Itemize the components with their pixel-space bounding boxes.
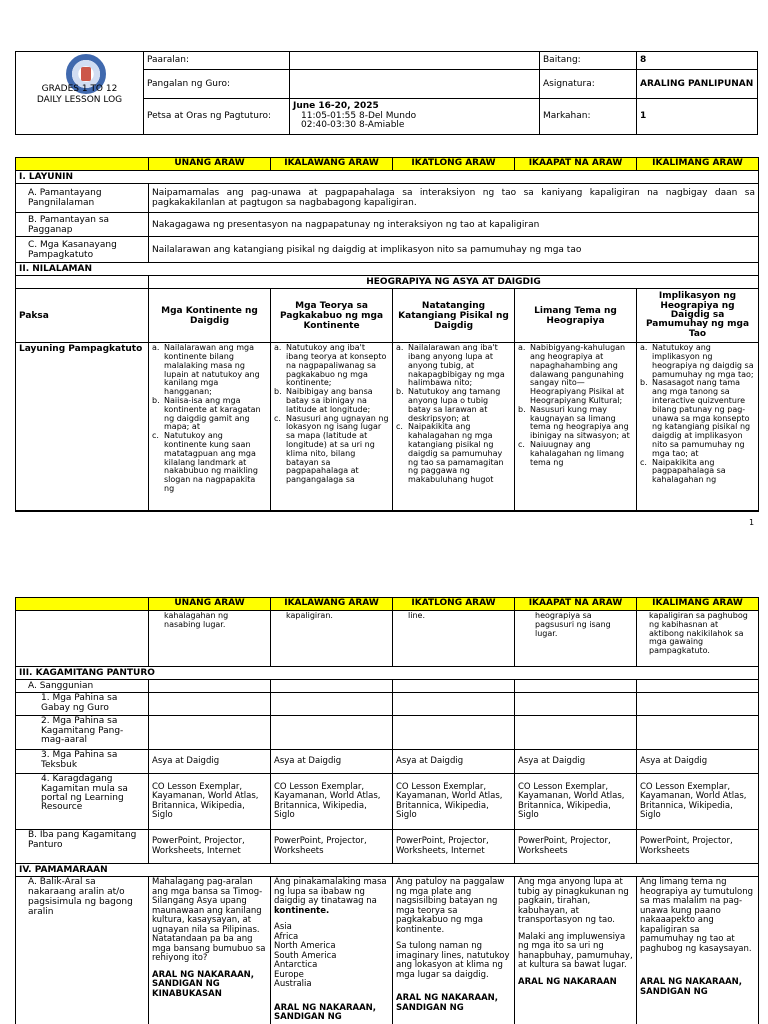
balik-aral-day-1-motto: ARAL NG NAKARAAN, SANDIGAN NG KINABUKASAN [152,969,255,999]
day-header-5-p2: IKALIMANG ARAW [637,598,759,611]
day-header-blank [16,158,149,171]
petsa-value [290,99,540,135]
balik-aral-day-5-motto: ARAL NG NAKARAAN, SANDIGAN NG [640,977,743,997]
sanggunian-cell-3 [393,680,515,693]
layunin-pampagkatuto-label: Layuning Pampagkatuto [16,343,149,512]
continent-item: Africa [274,931,299,942]
objective-marker: b. [640,378,648,388]
page1-clip [15,157,759,512]
balik-aral-day-2-text-b: kontinente. [274,905,330,916]
layunin-day-2 [271,343,393,512]
teksbuk-day-4: Asya at Daigdig [515,750,637,774]
objective-item [396,388,511,423]
petsa-label: Petsa at Oras ng Pagtuturo: [144,99,290,135]
iba-pang-kagamitan-label: B. Iba pang Kagamitang Panturo [16,830,149,864]
asignatura-label: Asignatura: [540,70,637,99]
objective-marker: b. [152,396,160,406]
objective-text: Nasusuri kung may kaugnayan sa limang tema ng heograpiya ang ibinigay na sitwasyon; at [530,404,630,441]
kagamitang-mag-aaral-label: 2. Mga Pahina sa Kagamitang Pang-mag-aaral [16,716,149,750]
paksa-day-2: Mga Teorya sa Pagkakabuo ng mga Kontinente [271,289,393,343]
gabay-guro-cell-3 [393,693,515,716]
continent-item: Europe [274,969,304,980]
objective-text: Naibibigay ang bansa batay sa ibinigay na latitude at longitude; [286,387,373,414]
balik-aral-day-3-text-2: Sa tulong naman ng imaginary lines, natutukoy ang lokasyon at klima ng mga lugar sa daigdig. [396,941,510,980]
guro-value [290,70,540,99]
continent-item: South America [274,950,337,961]
karagdagang-day-2: CO Lesson Exemplar, Kayamanan, World Atlas, Britannica, Wikipedia, Siglo [271,774,393,830]
pamantayang-pangnilalaman-label: A. Pamantayang Pangnilalaman [16,184,149,213]
balik-aral-day-5 [637,877,759,1024]
objective-marker: c. [518,440,525,449]
paaralan-value [290,52,540,70]
objective-marker: a. [274,343,282,353]
objective-text: Nasusuri ang ugnayan ng lokasyon ng isang lugar sa mapa (latitude at longitude) at sa uri ng klima nito, bilang batayan sa pagpapahalaga at pangangalaga sa [286,413,389,485]
balik-aral-day-1-text: Mahalagang pag-aralan ang mga bansa sa Timog-Silangang Asya upang maunawaan ang kanilang kultura, kasaysayan, at ugnayan nila sa Pilipinas. Natatandaan pa ba ang mga bansang bumubuo sa rehiyong ito? [152,877,266,964]
gabay-guro-cell-2 [271,693,393,716]
objective-item [640,344,755,379]
objective-text: Natutukoy ang iba't ibang teorya at konsepto na nagpapaliwanag sa pagkakabuo ng mga kontinente; [286,343,387,388]
continent-item: Asia [274,922,292,933]
objective-item [274,344,389,388]
day-header-blank-p2 [16,598,149,611]
day-header-5: IKALIMANG ARAW [637,158,759,171]
iba-pang-day-5: PowerPoint, Projector, Worksheets [637,830,759,864]
kasanayang-pampagkatuto-label: C. Mga Kasanayang Pampagkatuto [16,237,149,263]
gabay-guro-cell-1 [149,693,271,716]
objective-item [152,432,267,494]
baitang-label: Baitang: [540,52,637,70]
objective-item [152,344,267,397]
teksbuk-day-5: Asya at Daigdig [637,750,759,774]
day-header-1: UNANG ARAW [149,158,271,171]
paksa-day-4: Limang Tema ng Heograpiya [515,289,637,343]
objective-text: Natutukoy ang tamang anyong lupa o tubig batay sa larawan at deskripsyon; at [408,387,501,423]
objective-item [396,423,511,485]
objective-marker: a. [152,343,160,353]
objective-item [518,441,633,467]
layunin-day-4 [515,343,637,512]
page1-bottom-border [15,510,758,512]
petsa-time-2: 02:40-03:30 8-Amiable [301,120,405,131]
balik-aral-label: A. Balik-Aral sa nakaraang aralin at/o pagsisimula ng bagong aralin [16,877,149,1024]
objective-marker: a. [640,343,648,353]
balik-aral-day-3 [393,877,515,1024]
balik-aral-day-3-motto: ARAL NG NAKARAAN, SANDIGAN NG [396,993,499,1013]
objective-item [518,406,633,441]
objective-marker: c. [152,431,159,441]
continuation-day-2: kapaligiran. [271,611,393,667]
pamantayan-pagganap-text: Nakagagawa ng presentasyon na nagpapatunay ng interaksiyon ng tao at kapaligiran [149,213,759,237]
gabay-guro-cell-5 [637,693,759,716]
pamantayan-pagganap-label: B. Pamantayan sa Pagganap [16,213,149,237]
gabay-guro-label: 1. Mga Pahina sa Gabay ng Guro [16,693,149,716]
continent-item: North America [274,941,336,952]
section-kagamitan-title: III. KAGAMITANG PANTURO [16,667,759,680]
balik-aral-day-2 [271,877,393,1024]
section-layunin-title: I. LAYUNIN [16,171,759,184]
sanggunian-cell-5 [637,680,759,693]
objective-marker: c. [640,457,647,467]
karagdagang-day-3: CO Lesson Exemplar, Kayamanan, World Atlas, Britannica, Wikipedia, Siglo [393,774,515,830]
day-header-4-p2: IKAAPAT NA ARAW [515,598,637,611]
balik-aral-day-4-motto: ARAL NG NAKARAAN [518,976,617,987]
markahan-value: 1 [637,99,758,135]
objective-text: Nailalarawan ang iba't ibang anyong lupa at anyong tubig, at nakapagbibigay ng mga halimbawa nito; [408,343,505,388]
theme-blank [16,276,149,289]
objective-text: Nasasagot nang tama ang mga tanong sa interactive quizventure bilang patunay ng pag-unawa sa mga konsepto ng katangiang pisikal ng daigdig at implikasyon nito sa pamumuhay ng mga tao; at [652,378,751,458]
section-nilalaman-title: II. NILALAMAN [16,263,759,276]
balik-aral-day-2-motto: ARAL NG NAKARAAN, SANDIGAN NG [274,1002,377,1023]
objective-text: Naiisa-isa ang mga kontinente at karagatan ng daigdig gamit ang mapa; at [164,396,261,432]
day-header-2: IKALAWANG ARAW [271,158,393,171]
paksa-day-5: Implikasyon ng Heograpiya ng Daigdig sa Pamumuhay ng mga Tao [637,289,759,343]
iba-pang-day-4: PowerPoint, Projector, Worksheets [515,830,637,864]
karagdagang-day-5: CO Lesson Exemplar, Kayamanan, World Atlas, Britannica, Wikipedia, Siglo [637,774,759,830]
objective-marker: a. [396,343,404,353]
day-header-row-p2 [16,598,759,611]
paksa-label: Paksa [16,289,149,343]
dll-page2-table [15,597,759,1024]
layunin-day-3 [393,343,515,512]
petsa-time-1: 11:05-01:55 8-Del Mundo [301,110,417,121]
logo-text-grades: GRADES 1 TO 12 [41,84,118,95]
page2-clip [15,597,759,1024]
layunin-day-1 [149,343,271,512]
gabay-guro-cell-4 [515,693,637,716]
mag-aaral-cell-3 [393,716,515,750]
guro-label: Pangalan ng Guro: [144,70,290,99]
karagdagang-day-1: CO Lesson Exemplar, Kayamanan, World Atlas, Britannica, Wikipedia, Siglo [149,774,271,830]
continent-list [274,923,389,990]
objective-marker: b. [274,387,282,397]
objective-marker: c. [274,413,281,423]
iba-pang-day-1: PowerPoint, Projector, Worksheets, Internet [149,830,271,864]
balik-aral-day-1 [149,877,271,1024]
objective-item [274,388,389,414]
objective-item [640,379,755,458]
objective-item [274,415,389,485]
logo-text-dll: DAILY LESSON LOG [36,94,123,105]
objective-marker: b. [518,404,526,414]
balik-aral-day-2-text-a: Ang pinakamalaking masa ng lupa sa ibabaw ng daigdig ay tinatawag na [274,877,387,907]
continuation-day-4: heograpiya sa pagsusuri ng isang lugar. [515,611,637,667]
paksa-day-1: Mga Kontinente ng Daigdig [149,289,271,343]
day-header-2-p2: IKALAWANG ARAW [271,598,393,611]
objective-item [396,344,511,388]
objective-text: Nailalarawan ang mga kontinente bilang malalaking masa ng lupain at natutukoy ang kanilang mga hangganan; [164,343,260,397]
asignatura-value: ARALING PANLIPUNAN [637,70,758,99]
balik-aral-day-2-text [274,878,389,916]
teksbuk-day-2: Asya at Daigdig [271,750,393,774]
continuation-day-5: kapaligiran sa paghubog ng kabihasnan at aktibong nakikilahok sa mga gawaing pampagkatuto. [637,611,759,667]
objective-text: Naipakikita ang kahalagahan ng mga katangiang pisikal ng daigdig sa pamumuhay ng tao sa pamamagitan ng paggawa ng makabuluhang hugot [408,422,504,485]
markahan-label: Markahan: [540,99,637,135]
layunin-day-5 [637,343,759,512]
balik-aral-day-4 [515,877,637,1024]
karagdagang-kagamitan-label: 4. Karagdagang Kagamitan mula sa portal ng Learning Resource [16,774,149,830]
objective-item [640,459,755,485]
continuation-day-1: kahalagahan ng nasabing lugar. [149,611,271,667]
continuation-blank [16,611,149,667]
kasanayang-pampagkatuto-text: Nailalarawan ang katangiang pisikal ng daigdig at implikasyon nito sa pamumuhay ng mga tao [149,237,759,263]
mag-aaral-cell-5 [637,716,759,750]
sanggunian-cell-1 [149,680,271,693]
nilalaman-theme: HEOGRAPIYA NG ASYA AT DAIGDIG [149,276,759,289]
teksbuk-day-3: Asya at Daigdig [393,750,515,774]
teksbuk-label: 3. Mga Pahina sa Teksbuk [16,750,149,774]
objective-marker: b. [396,387,404,397]
sanggunian-label: A. Sanggunian [16,680,149,693]
day-header-3: IKATLONG ARAW [393,158,515,171]
objective-item [518,344,633,406]
day-header-1-p2: UNANG ARAW [149,598,271,611]
paaralan-label: Paaralan: [144,52,290,70]
continuation-day-3: line. [393,611,515,667]
balik-aral-day-5-text: Ang limang tema ng heograpiya ay tumutulong sa mas malalim na pag-unawa kung paano nakaaapekto ang kapaligiran sa pamumuhay ng tao at paghubog ng kasaysayan. [640,877,754,954]
objective-text: Nabibigyang-kahulugan ang heograpiya at napaghahambing ang dalawang pangunahing sangay nito—Heograpiyang Pisikal at Heograpiyang Kultural; [530,343,626,406]
objective-text: Naiuugnay ang kahalagahan ng limang tema ng [530,440,625,467]
sanggunian-cell-4 [515,680,637,693]
baitang-value: 8 [637,52,758,70]
day-header-row [16,158,759,171]
page-number: 1 [749,518,755,527]
day-header-4: IKAAPAT NA ARAW [515,158,637,171]
petsa-date: June 16-20, 2025 [293,101,379,112]
continent-item: Antarctica [274,960,318,971]
teksbuk-day-1: Asya at Daigdig [149,750,271,774]
dll-header-table [15,51,758,135]
balik-aral-day-4-text-2: Malaki ang impluwensiya ng mga ito sa uri ng hanapbuhay, pamumuhay, at kultura sa bawat lugar. [518,931,633,971]
mag-aaral-cell-4 [515,716,637,750]
mag-aaral-cell-2 [271,716,393,750]
objective-item [152,397,267,432]
balik-aral-day-3-text-1: Ang patuloy na paggalaw ng mga plate ang nagsisilbing batayan ng mga teorya sa pagkakabuo ng mga kontinente. [396,877,505,935]
section-pamamaraan-title: IV. PAMAMARAAN [16,864,759,877]
balik-aral-day-4-text-1: Ang mga anyong lupa at tubig ay pinagkukunan ng pagkain, tirahan, kabuhayan, at transportasyon ng tao. [518,877,629,926]
iba-pang-day-3: PowerPoint, Projector, Worksheets, Internet [393,830,515,864]
karagdagang-day-4: CO Lesson Exemplar, Kayamanan, World Atlas, Britannica, Wikipedia, Siglo [515,774,637,830]
continent-item: Australia [274,979,312,990]
sanggunian-cell-2 [271,680,393,693]
objective-text: Natutukoy ang implikasyon ng heograpiya ng daigdig sa pamumuhay ng mga tao; [652,343,754,379]
day-header-3-p2: IKATLONG ARAW [393,598,515,611]
iba-pang-day-2: PowerPoint, Projector, Worksheets [271,830,393,864]
dll-page1-table [15,157,759,512]
paksa-day-3: Natatanging Katangiang Pisikal ng Daigdig [393,289,515,343]
objective-text: Natutukoy ang kontinente kung saan matatagpuan ang mga kilalang landmark at nakabubuo ng maikling slogan na nagpapakita ng [164,431,258,493]
mag-aaral-cell-1 [149,716,271,750]
objective-marker: c. [396,422,403,432]
objective-text: Naipakikita ang pagpapahalaga sa kahalagahan ng [652,457,726,485]
objective-marker: a. [518,343,526,353]
pamantayang-pangnilalaman-text: Naipamamalas ang pag-unawa at pagpapahalaga sa interaksiyon ng tao sa kaniyang kapaligiran na nagbigay daan sa pagkakakilanlan at pagtugon sa nagbabagong kapaligiran. [149,184,759,213]
deped-logo-cell [16,52,144,135]
